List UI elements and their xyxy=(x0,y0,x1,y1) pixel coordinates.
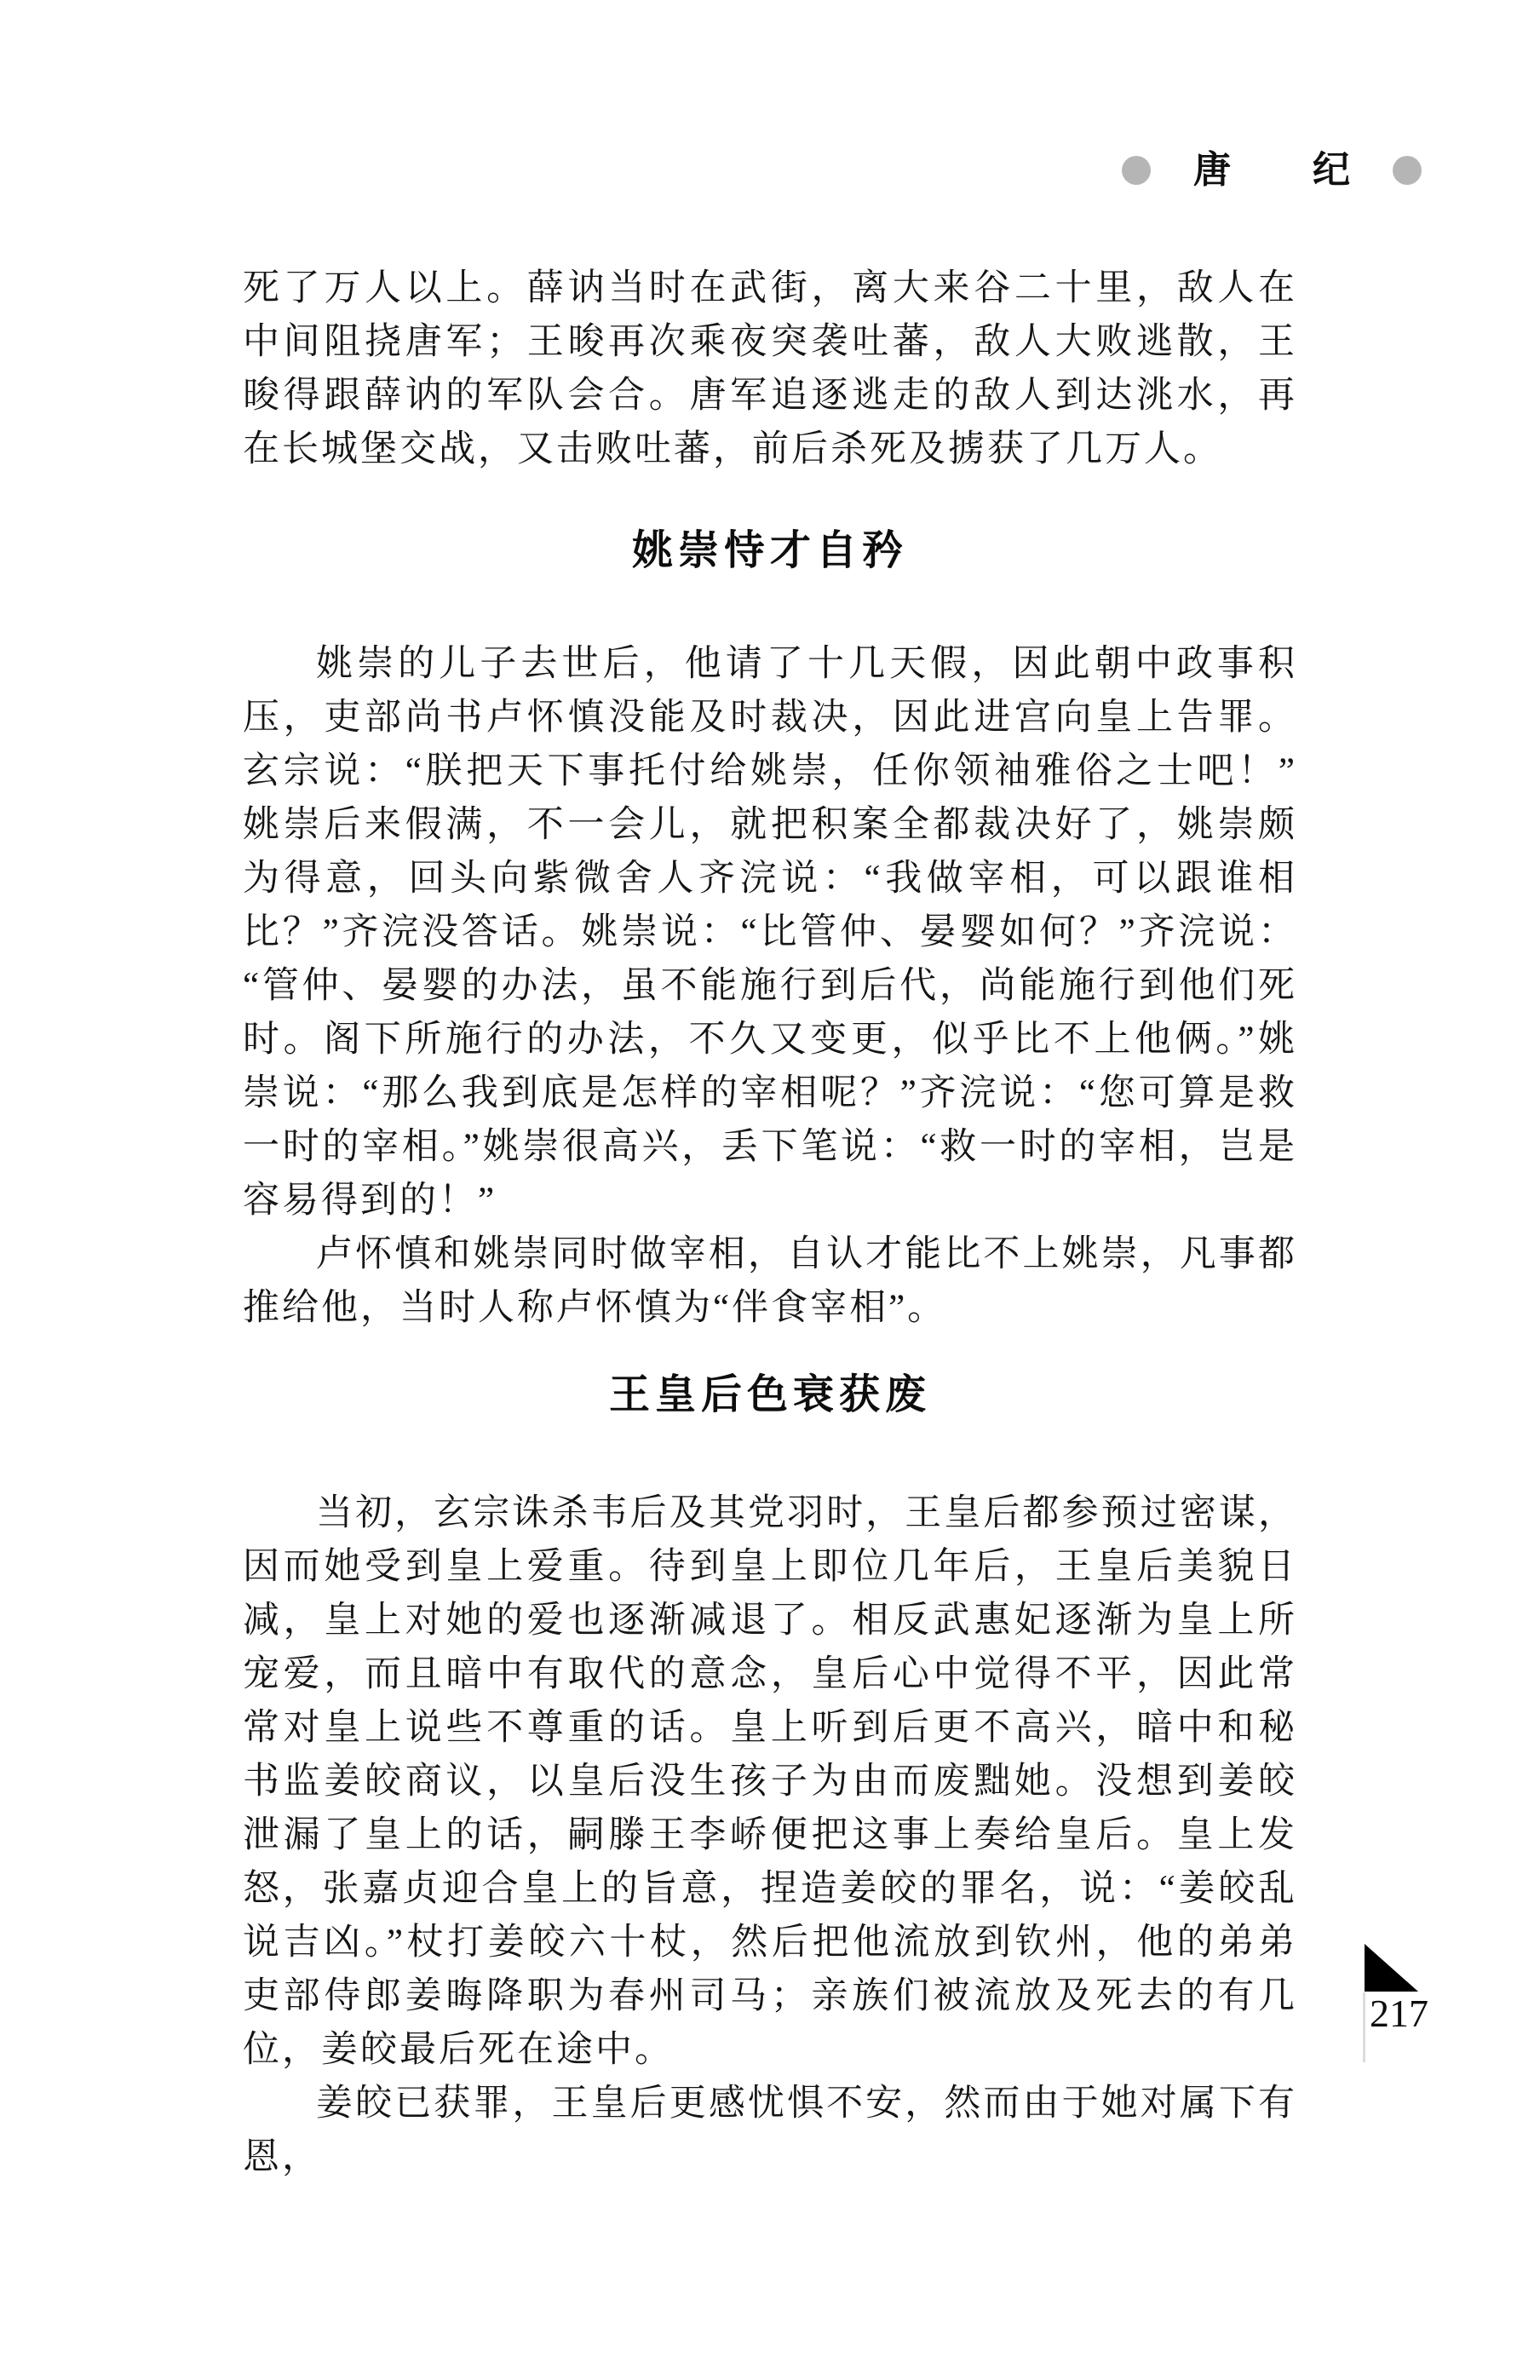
text-column xyxy=(243,262,1297,2184)
running-head xyxy=(1122,149,1422,191)
paragraph-last: 姜皎已获罪，王皇后更感忧惧不安，然而由于她对属下有恩， xyxy=(243,2084,1297,2177)
paragraph: 姚崇的儿子去世后，他请了十几天假，因此朝中政事积压，吏部尚书卢怀慎没能及时裁决，因此进宫向皇上告罪。玄宗说：“朕把天下事托付给姚崇，任你领袖雅俗之士吧！”姚崇后来假满，不一会儿，就把积案全都裁决好了，姚崇颇为得意，回头向紫微舍人齐浣说：“我做宰相，可以跟谁相比？”齐浣没答话。姚崇说：“比管仲、晏婴如何？”齐浣说：“管仲、晏婴的办法，虽不能施行到后代，尚能施行到他们死时。阁下所施行的办法，不久又变更，似乎比不上他俩。”姚崇说：“那么我到底是怎样的宰相呢？”齐浣说：“您可算是救一时的宰相。”姚崇很高兴，丢下笔说：“救一时的宰相，岂是容易得到的！” xyxy=(243,644,1297,1221)
section-heading-wanghuanghou: 王皇后色衰获废 xyxy=(608,1372,931,1417)
paragraph: 卢怀慎和姚崇同时做宰相，自认才能比不上姚崇，凡事都推给他，当时人称卢怀慎为“伴食宰相”。 xyxy=(243,1234,1297,1328)
page-number: 217 xyxy=(1370,1992,1428,2035)
paragraph-continuation: 死了万人以上。薛讷当时在武街，离大来谷二十里，敌人在中间阻挠唐军；王晙再次乘夜突袭吐蕃，敌人大败逃散，王晙得跟薛讷的军队会合。唐军追逐逃走的敌人到达洮水，再在长城堡交战，又击败吐蕃，前后杀死及掳获了几万人。 xyxy=(243,268,1297,469)
section-heading-yaochong: 姚崇恃才自矜 xyxy=(631,528,908,573)
decorative-dot-icon xyxy=(1122,156,1151,185)
margin-line xyxy=(1363,1992,1365,2062)
running-head-title-char-1: 唐 xyxy=(1193,149,1231,191)
paragraph: 当初，玄宗诛杀韦后及其党羽时，王皇后都参预过密谋，因而她受到皇上爱重。待到皇上即位几年后，王皇后美貌日减，皇上对她的爱也逐渐减退了。相反武惠妃逐渐为皇上所宠爱，而且暗中有取代的意念，皇后心中觉得不平，因此常常对皇上说些不尊重的话。皇上听到后更不高兴，暗中和秘书监姜皎商议，以皇后没生孩子为由而废黜她。没想到姜皎泄漏了皇上的话，嗣滕王李峤便把这事上奏给皇后。皇上发怒，张嘉贞迎合皇上的旨意，捏造姜皎的罪名，说：“姜皎乱说吉凶。”杖打姜皎六十杖，然后把他流放到钦州，他的弟弟吏部侍郎姜晦降职为春州司马；亲族们被流放及死去的有几位，姜皎最后死在途中。 xyxy=(243,1493,1297,2070)
decorative-dot-icon xyxy=(1393,156,1422,185)
corner-triangle-icon xyxy=(1365,1944,1418,1992)
running-head-title-char-2: 纪 xyxy=(1313,149,1350,191)
